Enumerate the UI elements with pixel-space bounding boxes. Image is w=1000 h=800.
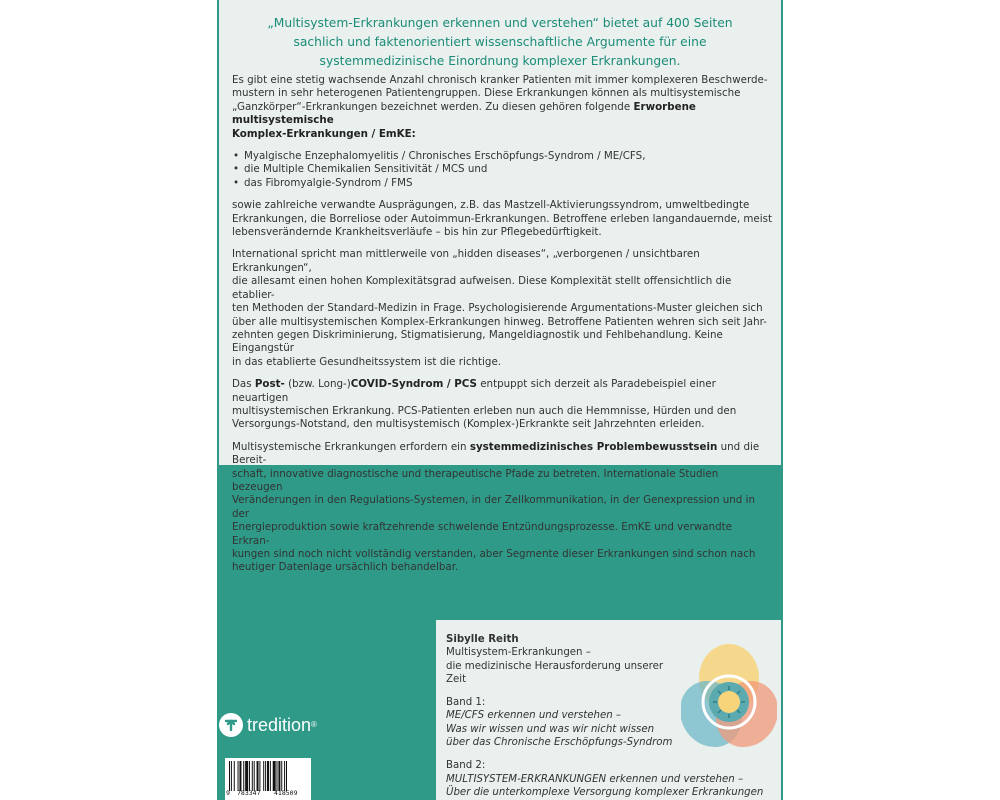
paragraph-5: Multisystemische Erkrankungen erfordern ein systemmedizinisches Problembewusstsein und die Bereit- schaft, innovative diagnostische und therapeutische Pfade zu betreten. Internationale Studien bezeugen Veränderungen in den Regulations-Systemen, in der Zellkommunikation, in der Genexpression und in der Energieproduktion sowie kraftzehrende schwelende Entzündungsprozesse. EmKE und verwandte Erkran- kungen sind noch nicht vollständig verstanden, aber Segmente dieser Erkrankungen sind schon nach heutiger Datenlage ursächlich behandelbar. bbox=[232, 440, 760, 574]
barcode-bar bbox=[286, 761, 287, 791]
venn-logo-icon bbox=[681, 640, 777, 752]
barcode-bar bbox=[243, 761, 244, 791]
barcode-bar bbox=[270, 761, 271, 791]
barcode-bar bbox=[281, 761, 282, 791]
series-info-panel bbox=[436, 620, 781, 800]
series-info bbox=[446, 633, 764, 799]
band2-title: MULTISYSTEM-ERKRANKUNGEN erkennen und verstehen – bbox=[446, 773, 744, 785]
barcode-bar bbox=[284, 761, 285, 791]
publisher-name: tredition bbox=[247, 715, 312, 735]
author-name: Sibylle Reith bbox=[446, 634, 519, 645]
disease-list bbox=[232, 150, 772, 190]
barcode-bar bbox=[265, 761, 266, 791]
barcode-bar bbox=[254, 761, 255, 791]
barcode-bar bbox=[238, 761, 239, 791]
barcode-bar bbox=[267, 761, 269, 791]
band2-label: Band 2: bbox=[446, 760, 486, 772]
barcode-bar bbox=[257, 761, 259, 791]
band1-title: ME/CFS erkennen und verstehen – bbox=[446, 710, 622, 722]
isbn-barcode: 9 783347 418509 bbox=[225, 758, 311, 800]
description-panel bbox=[219, 0, 781, 574]
barcode-bar bbox=[231, 761, 232, 791]
band1-subtitle-1: Was wir wissen und was wir nicht wissen bbox=[446, 723, 655, 735]
band1-label: Band 1: bbox=[446, 697, 486, 709]
paragraph-3: International spricht man mittlerweile von „hidden diseases“, „verborgenen / unsichtbaren Erkrankungen“, die allesamt einen hohen Komplexitätsgrad aufweisen. Diese Komplexität stellt offensichtlich die etablier- ten Methoden der Standard-Medizin in Frage. Psychologisierende Argumentations-Muster gleichen sich über alle multisystemischen Komplex-Erkrankungen hinweg. Betroffene Patienten wehren sich seit Jahr- zehnten gegen Diskriminierung, Stigmatisierung, Mangeldiagnostik und Fehlbehandlung. Keine Eingangstür in das etablierte Gesundheitssystem ist die richtige. bbox=[232, 248, 767, 368]
series-subtitle: die medizinische Herausforderung unserer Zeit bbox=[446, 660, 664, 685]
publisher-logo: tredition® bbox=[219, 713, 349, 739]
series-title: Multisystem-Erkrankungen – bbox=[446, 647, 591, 659]
list-item: • Myalgische Enzephalomyelitis / Chronisches Erschöpfungs-Syndrom / ME/CFS, bbox=[232, 150, 772, 163]
paragraph-1: Es gibt eine stetig wachsende Anzahl chronisch kranker Patienten mit immer komplexeren Beschwerde- mustern in sehr heterogenen Patientengruppen. Diese Erkrankungen können als multisystemische „Ganzkörper“-Erkrankungen bezeichnet werden. Zu diesen gehören folgende Erworbene multisystemische Komplex-Erkrankungen / EmKE: bbox=[232, 74, 768, 140]
barcode-bar bbox=[277, 761, 278, 791]
barcode-bar bbox=[278, 761, 280, 791]
barcode-bars bbox=[229, 761, 307, 791]
band2-subtitle: Über die unterkomplexe Versorgung komplexer Erkrankungen bbox=[446, 786, 764, 798]
tredition-icon bbox=[219, 713, 243, 737]
barcode-bar bbox=[252, 761, 253, 791]
barcode-bar bbox=[239, 761, 241, 791]
intro-text: „Multisystem-Erkrankungen erkennen und verstehen“ bietet auf 400 Seiten sachlich und faktenorientiert wissenschaftliche Argumente für eine systemmedizinische Einordnung komplexer Erkrankungen. bbox=[267, 16, 733, 68]
barcode-bar bbox=[245, 761, 248, 791]
barcode-bar bbox=[229, 761, 230, 791]
body-text bbox=[232, 74, 772, 584]
barcode-bar bbox=[273, 761, 276, 791]
barcode-bar bbox=[234, 761, 235, 791]
paragraph-4: Das Post- (bzw. Long-)COVID-Syndrom / PCS entpuppt sich derzeit als Paradebeispiel einer neuartigen multisystemischen Erkrankung. PCS-Patienten erleben nun auch die Hemmnisse, Hürden und den Versorgungs-Notstand, den multisystemisch (Komplex-)Erkrankte seit Jahrzehnten erleiden. bbox=[232, 378, 737, 431]
back-cover bbox=[217, 0, 783, 800]
band1-subtitle-2: über das Chronische Erschöpfungs-Syndrom bbox=[446, 737, 673, 749]
paragraph-2: sowie zahlreiche verwandte Ausprägungen, z.B. das Mastzell-Aktivierungssyndrom, umweltbedingte Erkrankungen, die Borreliose oder Autoimmun-Erkrankungen. Betroffene erleben langandauernde, meist lebensverändernde Krankheitsverläufe – bis hin zur Pflegebedürftigkeit. bbox=[232, 199, 772, 239]
barcode-bar bbox=[259, 761, 260, 791]
list-item: • das Fibromyalgie-Syndrom / FMS bbox=[232, 177, 772, 190]
barcode-bar bbox=[249, 761, 250, 791]
barcode-bar bbox=[263, 761, 264, 791]
list-item: • die Multiple Chemikalien Sensitivität / MCS und bbox=[232, 163, 772, 176]
